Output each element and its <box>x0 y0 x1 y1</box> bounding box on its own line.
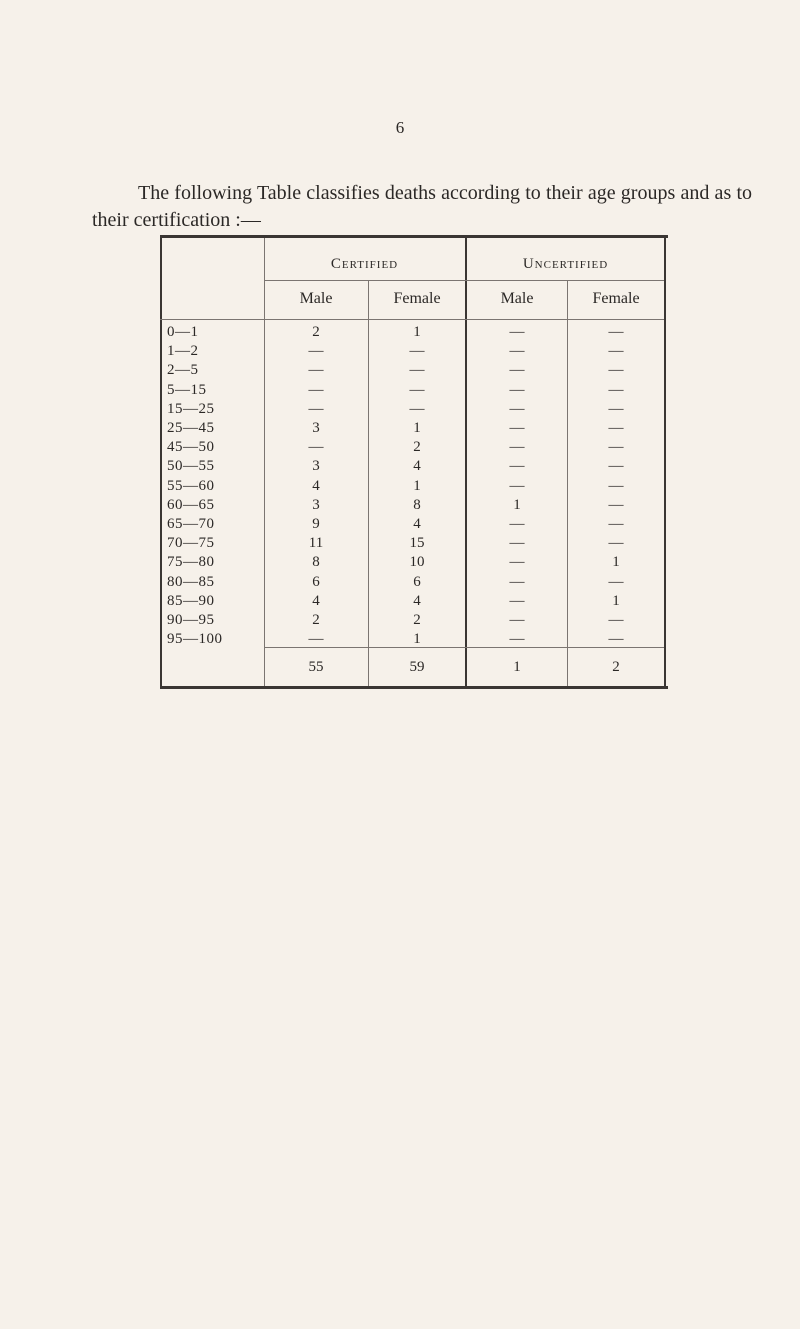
uncertified-male-cell: — <box>509 400 525 417</box>
certified-female-cell: 1 <box>413 477 421 494</box>
uncertified-male-cell: — <box>509 516 525 532</box>
uncertified-male-cell: — <box>509 420 525 436</box>
age-group-cell: 2—5 <box>167 362 199 379</box>
age-group-cell: 90—95 <box>167 612 215 628</box>
certified-female-cell: 6 <box>413 573 421 590</box>
header-uncertified-male: Male <box>500 290 534 307</box>
age-group-cell: 85—90 <box>167 592 215 609</box>
certified-female-cell: 15 <box>409 535 425 552</box>
certified-male-cell: — <box>308 343 324 360</box>
uncertified-male-cell: — <box>509 362 525 379</box>
table-row <box>160 612 666 630</box>
header-divider <box>264 280 664 281</box>
certified-male-cell: 3 <box>312 420 320 436</box>
table-row <box>160 401 666 419</box>
certified-male-cell: 2 <box>312 324 320 340</box>
uncertified-female-cell: — <box>608 496 624 513</box>
certified-female-cell: — <box>409 343 425 360</box>
header-certified: Certified <box>330 256 399 272</box>
certified-male-cell: 3 <box>312 458 320 475</box>
table-row <box>160 516 666 534</box>
table-row <box>160 631 666 649</box>
uncertified-male-cell: — <box>509 592 525 609</box>
age-group-cell: 70—75 <box>167 535 215 552</box>
uncertified-female-cell: — <box>608 420 624 436</box>
total-uncertified-female: 2 <box>612 659 620 675</box>
table-row <box>160 535 666 553</box>
total-certified-female: 59 <box>409 659 425 675</box>
certified-male-cell: 2 <box>312 612 320 628</box>
table-row <box>160 343 666 361</box>
uncertified-male-cell: — <box>509 381 525 398</box>
uncertified-female-cell: 1 <box>612 554 620 571</box>
table-row <box>160 362 666 380</box>
age-group-cell: 15—25 <box>167 400 215 417</box>
age-group-cell: 65—70 <box>167 516 215 532</box>
age-group-cell: 75—80 <box>167 554 215 571</box>
intro-paragraph: The following Table classifies deaths according to their age groups and as to their certification :— <box>92 182 752 231</box>
certified-male-cell: 6 <box>312 573 320 590</box>
age-group-cell: 60—65 <box>167 496 215 513</box>
certified-female-cell: — <box>409 381 425 398</box>
uncertified-female-cell: — <box>608 439 624 456</box>
age-group-cell: 25—45 <box>167 420 215 436</box>
certified-female-cell: 2 <box>413 439 421 456</box>
certified-female-cell: 4 <box>413 458 421 475</box>
uncertified-male-cell: — <box>509 612 525 628</box>
table-row <box>160 382 666 400</box>
total-certified-male: 55 <box>308 659 324 675</box>
certified-female-cell: — <box>409 400 425 417</box>
table-row <box>160 458 666 476</box>
table-row <box>160 439 666 457</box>
uncertified-male-cell: — <box>509 439 525 456</box>
header-bottom-rule <box>160 319 664 320</box>
certified-female-cell: 10 <box>409 554 425 571</box>
table-top-rule <box>160 235 668 238</box>
table-row <box>160 574 666 592</box>
certified-male-cell: — <box>308 439 324 456</box>
uncertified-male-cell: — <box>509 458 525 475</box>
table-row <box>160 554 666 572</box>
certified-male-cell: — <box>308 631 324 648</box>
header-certified-female: Female <box>393 290 441 307</box>
certified-male-cell: 3 <box>312 496 320 513</box>
uncertified-female-cell: — <box>608 535 624 552</box>
uncertified-female-cell: — <box>608 362 624 379</box>
uncertified-male-cell: — <box>509 554 525 571</box>
page-number: 6 <box>395 118 405 137</box>
certified-male-cell: 9 <box>312 516 320 532</box>
certified-male-cell: — <box>308 400 324 417</box>
table-row <box>160 593 666 611</box>
uncertified-male-cell: — <box>509 324 525 340</box>
age-group-cell: 95—100 <box>167 631 223 648</box>
uncertified-male-cell: 1 <box>513 496 521 513</box>
uncertified-female-cell: — <box>608 573 624 590</box>
certified-male-cell: 8 <box>312 554 320 571</box>
certified-male-cell: — <box>308 362 324 379</box>
age-group-cell: 5—15 <box>167 381 207 398</box>
certified-female-cell: 2 <box>413 612 421 628</box>
uncertified-male-cell: — <box>509 573 525 590</box>
uncertified-female-cell: — <box>608 324 624 340</box>
certified-male-cell: 4 <box>312 592 320 609</box>
uncertified-female-cell: — <box>608 612 624 628</box>
uncertified-female-cell: — <box>608 400 624 417</box>
header-uncertified-female: Female <box>592 290 640 307</box>
deaths-by-age-table <box>160 235 666 689</box>
certified-female-cell: 1 <box>413 324 421 340</box>
uncertified-male-cell: — <box>509 535 525 552</box>
uncertified-male-cell: — <box>509 477 525 494</box>
table-row <box>160 478 666 496</box>
certified-male-cell: — <box>308 381 324 398</box>
age-group-cell: 1—2 <box>167 343 199 360</box>
table-row <box>160 324 666 342</box>
certified-female-cell: 1 <box>413 631 421 648</box>
total-uncertified-male: 1 <box>513 659 521 675</box>
uncertified-male-cell: — <box>509 631 525 648</box>
uncertified-female-cell: 1 <box>612 592 620 609</box>
age-group-cell: 80—85 <box>167 573 215 590</box>
table-bottom-rule <box>160 686 668 689</box>
table-row <box>160 420 666 438</box>
uncertified-female-cell: — <box>608 381 624 398</box>
certified-female-cell: 1 <box>413 420 421 436</box>
uncertified-male-cell: — <box>509 343 525 360</box>
age-group-cell: 55—60 <box>167 477 215 494</box>
uncertified-female-cell: — <box>608 477 624 494</box>
age-group-cell: 50—55 <box>167 458 215 475</box>
uncertified-female-cell: — <box>608 458 624 475</box>
certified-male-cell: 4 <box>312 477 320 494</box>
certified-male-cell: 11 <box>308 535 324 552</box>
header-uncertified: Uncertified <box>522 256 609 272</box>
age-group-cell: 45—50 <box>167 439 215 456</box>
certified-female-cell: 4 <box>413 592 421 609</box>
uncertified-female-cell: — <box>608 516 624 532</box>
uncertified-female-cell: — <box>608 343 624 360</box>
uncertified-female-cell: — <box>608 631 624 648</box>
certified-female-cell: 8 <box>413 496 421 513</box>
age-group-cell: 0—1 <box>167 324 199 340</box>
certified-female-cell: 4 <box>413 516 421 532</box>
certified-female-cell: — <box>409 362 425 379</box>
header-certified-male: Male <box>299 290 333 307</box>
table-row <box>160 497 666 515</box>
